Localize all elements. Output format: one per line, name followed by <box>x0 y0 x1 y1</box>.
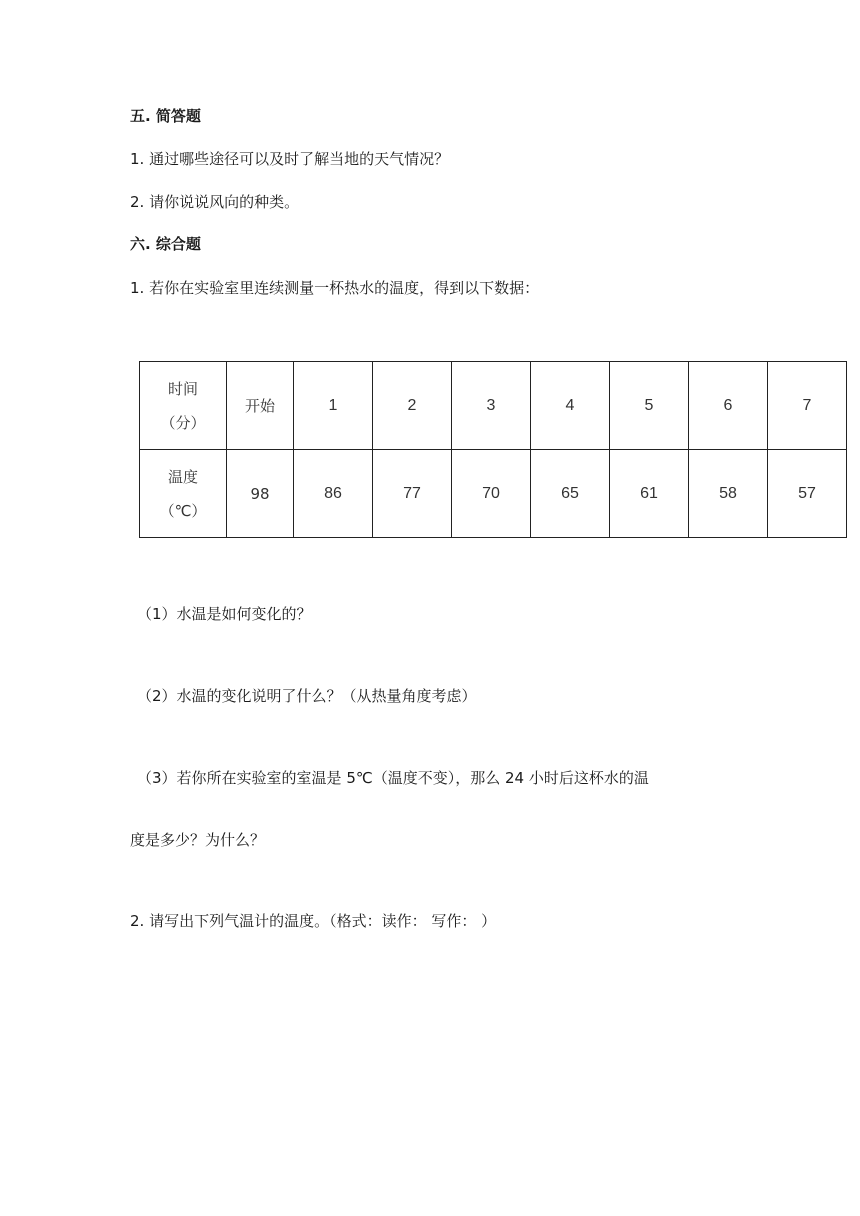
time-cell: 1 <box>294 362 373 450</box>
temperature-cell: 61 <box>610 450 689 538</box>
question-5-2: 2. 请你说说风向的种类。 <box>130 193 300 211</box>
temperature-cell: 58 <box>689 450 768 538</box>
table-row-temperature <box>140 450 847 538</box>
temperature-cell: 98 <box>227 450 294 538</box>
time-header-unit: （分） <box>160 413 206 432</box>
time-cell: 5 <box>610 362 689 450</box>
time-header-label: 时间 <box>167 379 198 398</box>
question-6-2: 2. 请写出下列气温计的温度。（格式：读作： 写作： ） <box>130 912 497 930</box>
time-cell: 6 <box>689 362 768 450</box>
time-cell: 开始 <box>227 362 294 450</box>
section-6-heading: 六. 综合题 <box>130 235 201 253</box>
temperature-cell: 86 <box>294 450 373 538</box>
time-header-cell <box>140 362 227 450</box>
time-cell: 4 <box>531 362 610 450</box>
time-cell: 2 <box>373 362 452 450</box>
sub-question-1: （1）水温是如何变化的？ <box>137 605 312 623</box>
temperature-table <box>139 361 847 538</box>
sub-question-3-line-1: （3）若你所在实验室的室温是 5℃（温度不变），那么 24 小时后这杯水的温 <box>137 769 649 787</box>
time-cell: 3 <box>452 362 531 450</box>
temperature-cell: 57 <box>768 450 847 538</box>
table-row-time <box>140 362 847 450</box>
temperature-cell: 77 <box>373 450 452 538</box>
sub-question-3-line-2: 度是多少？为什么？ <box>130 831 266 849</box>
temperature-header-unit: （℃） <box>159 501 207 520</box>
question-5-1: 1. 通过哪些途径可以及时了解当地的天气情况？ <box>130 150 450 168</box>
temperature-header-cell <box>140 450 227 538</box>
time-cell: 7 <box>768 362 847 450</box>
sub-question-2: （2）水温的变化说明了什么？（从热量角度考虑） <box>137 687 477 705</box>
temperature-cell: 65 <box>531 450 610 538</box>
section-5-heading: 五. 简答题 <box>130 107 201 125</box>
question-6-1-intro: 1. 若你在实验室里连续测量一杯热水的温度，得到以下数据： <box>130 279 540 297</box>
temperature-header-label: 温度 <box>167 467 198 486</box>
temperature-cell: 70 <box>452 450 531 538</box>
